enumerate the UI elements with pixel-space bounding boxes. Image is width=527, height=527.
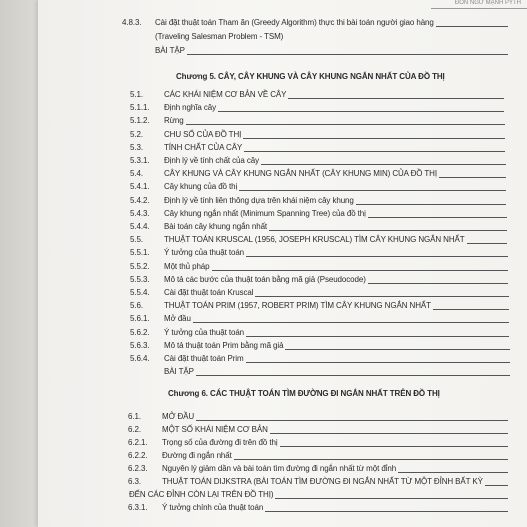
toc-entry-title: Cây khung ngắn nhất (Minimum Spanning Tree) của đồ thị xyxy=(164,208,366,218)
toc-entry-number: 5.5.3. xyxy=(130,274,150,284)
toc-entry-title: THUẬT TOÁN DIJKSTRA (BÀI TOÁN TÌM ĐƯỜNG ĐI NGẮN NHẤT TỪ MỘT ĐỈNH BẤT KỲ xyxy=(162,477,483,486)
toc-entry xyxy=(130,341,283,351)
toc-entry-title: BÀI TẬP xyxy=(164,367,194,377)
toc-leader-line xyxy=(234,459,508,460)
toc-entry-number: 6.3. xyxy=(128,477,141,486)
toc-entry xyxy=(128,477,483,487)
toc-leader-line xyxy=(269,230,507,231)
toc-entry xyxy=(122,46,185,56)
page-gutter-shadow xyxy=(0,0,38,527)
toc-entry-title: Mô tả các bước của thuật toán bằng mã giả (Pseudocode) xyxy=(164,274,366,284)
toc-entry xyxy=(130,116,184,126)
toc-leader-line xyxy=(187,54,508,55)
toc-entry xyxy=(130,262,210,272)
toc-entry-title: (Traveling Salesman Problem - TSM) xyxy=(155,32,284,41)
toc-entry-title: Một thủ pháp xyxy=(164,261,210,271)
toc-entry xyxy=(122,32,283,42)
toc-entry-title: Đường đi ngắn nhất xyxy=(162,451,232,460)
toc-entry-number: 5.1. xyxy=(130,90,143,99)
toc-entry-title: THUẬT TOÁN PRIM (1957, ROBERT PRIM) TÌM CÂY KHUNG NGẮN NHẤT xyxy=(164,301,431,311)
toc-entry xyxy=(130,90,286,100)
toc-entry xyxy=(128,503,263,513)
toc-entry-title: MỘT SỐ KHÁI NIỆM CƠ BẢN xyxy=(162,425,268,434)
toc-entry-number: 5.3. xyxy=(130,142,143,152)
toc-entry xyxy=(122,18,434,28)
toc-entry-title: CÂY KHUNG VÀ CÂY KHUNG NGẮN NHẤT (CÂY KHUNG MIN) CỦA ĐỒ THỊ xyxy=(164,169,437,179)
toc-entry xyxy=(130,275,366,285)
toc-entry-number: 5.4.2. xyxy=(130,195,150,205)
toc-entry xyxy=(130,196,354,206)
toc-entry-title: Rừng xyxy=(164,116,184,126)
toc-entry-title: Ý tưởng của thuật toán xyxy=(164,248,245,258)
toc-leader-line xyxy=(255,296,508,297)
toc-entry-number: 5.5.4. xyxy=(130,288,150,297)
toc-entry-title: Mở đầu xyxy=(164,314,191,324)
toc-entry xyxy=(130,182,237,192)
toc-entry xyxy=(130,301,431,311)
toc-leader-line xyxy=(239,190,506,191)
toc-entry-title: CÁC KHÁI NIỆM CƠ BẢN VỀ CÂY xyxy=(164,90,287,99)
toc-leader-line xyxy=(246,256,508,257)
toc-leader-line xyxy=(439,177,506,178)
toc-entry xyxy=(129,490,273,500)
toc-entry-title: Cài đặt thuật toán Kruscal xyxy=(164,288,254,297)
toc-entry-title: ĐẾN CÁC ĐỈNH CÒN LẠI TRÊN ĐỒ THỊ) xyxy=(129,490,274,499)
toc-entry xyxy=(130,169,437,179)
toc-entry-number: 6.1. xyxy=(128,412,141,421)
toc-leader-line xyxy=(265,511,508,512)
toc-entry xyxy=(130,103,216,113)
toc-entry-number: 5.4.3. xyxy=(130,208,150,218)
toc-entry xyxy=(130,222,267,232)
toc-entry xyxy=(130,248,244,258)
toc-entry-title: Nguyên lý giảm dần và bài toán tìm đường đi ngắn nhất từ một đỉnh xyxy=(162,464,397,473)
toc-entry xyxy=(128,451,232,461)
toc-entry-number: 5.1.1. xyxy=(130,103,150,113)
toc-entry-title: TÍNH CHẤT CỦA CÂY xyxy=(164,142,243,152)
toc-entry xyxy=(128,425,268,435)
toc-leader-line xyxy=(196,420,508,421)
toc-leader-line xyxy=(186,124,505,125)
toc-entry-number: 5.1.2. xyxy=(130,116,150,126)
toc-entry-title: Định lý về tính chất của cây xyxy=(164,156,260,165)
toc-entry xyxy=(128,412,194,422)
toc-entry-number: 4.8.3. xyxy=(122,18,142,27)
toc-leader-line xyxy=(244,151,505,152)
toc-entry-number: 6.2.3. xyxy=(128,464,148,473)
toc-entry-number: 6.2.1. xyxy=(128,438,148,447)
toc-entry-number: 6.2.2. xyxy=(128,451,148,460)
toc-leader-line xyxy=(243,138,505,139)
toc-entry-number: 6.2. xyxy=(128,425,141,434)
toc-entry-title: THUẬT TOÁN KRUSCAL (1956, JOSEPH KRUSCAL) TÌM CÂY KHUNG NGẮN NHẤT xyxy=(164,235,465,245)
toc-entry-title: Ý tưởng chính của thuật toán xyxy=(162,503,264,512)
running-header: ĐỒN NGỮ MẠNH PYTH xyxy=(431,0,527,9)
toc-leader-line xyxy=(218,111,504,112)
toc-leader-line xyxy=(368,283,508,284)
toc-leader-line xyxy=(288,98,504,99)
toc-leader-line xyxy=(193,322,509,323)
toc-entry-number: 5.6.4. xyxy=(130,354,150,363)
toc-entry-title: Mô tả thuật toán Prim bằng mã giả xyxy=(164,340,284,350)
toc-leader-line xyxy=(436,26,508,27)
toc-leader-line xyxy=(270,433,508,434)
toc-entry-title: Cài đặt thuật toán Tham ăn (Greedy Algorithm) thực thi bài toán người giao hàng xyxy=(155,18,434,27)
toc-leader-line xyxy=(467,243,508,244)
toc-entry xyxy=(130,235,465,245)
toc-entry-number: 5.6.3. xyxy=(130,340,150,350)
toc-leader-line xyxy=(261,164,505,165)
toc-entry xyxy=(130,209,366,219)
toc-entry xyxy=(128,438,278,448)
toc-entry xyxy=(130,156,259,166)
toc-entry-title: Cài đặt thuật toán Prim xyxy=(164,354,244,363)
toc-leader-line xyxy=(433,309,509,310)
toc-entry-number: 5.6.1. xyxy=(130,314,150,324)
toc-entry-number: 5.5.2. xyxy=(130,261,150,271)
chapter-heading: Chương 5. CÂY, CÂY KHUNG VÀ CÂY KHUNG NGẮN NHẤT CỦA ĐỒ THỊ xyxy=(176,72,445,81)
toc-entry xyxy=(130,143,242,153)
toc-entry-title: Trọng số của đường đi trên đồ thị xyxy=(162,438,278,447)
toc-entry xyxy=(130,367,194,377)
toc-leader-line xyxy=(280,446,508,447)
toc-entry-title: BÀI TẬP xyxy=(155,46,185,55)
toc-entry-number: 5.6.2. xyxy=(130,327,150,337)
chapter-heading: Chương 6. CÁC THUẬT TOÁN TÌM ĐƯỜNG ĐI NGẮN NHẤT TRÊN ĐỒ THỊ xyxy=(168,389,440,398)
toc-leader-line xyxy=(368,217,507,218)
toc-entry-number: 5.4. xyxy=(130,169,143,179)
toc-leader-line xyxy=(275,498,508,499)
toc-leader-line xyxy=(196,375,510,376)
toc-entry-number: 5.5.1. xyxy=(130,248,150,258)
toc-entry-title: CHU SỐ CỦA ĐỒ THỊ xyxy=(164,129,242,139)
toc-entry-number: 6.3.1. xyxy=(128,503,148,512)
toc-leader-line xyxy=(246,336,509,337)
toc-entry xyxy=(128,464,396,474)
toc-entry-number: 5.6. xyxy=(130,301,143,311)
toc-entry xyxy=(130,314,191,324)
toc-leader-line xyxy=(246,362,510,363)
toc-entry-number: 5.4.4. xyxy=(130,222,150,231)
toc-entry-number: 5.2. xyxy=(130,129,143,139)
toc-entry-title: Định lý về tính liên thông dựa trên khái niệm cây khung xyxy=(164,195,354,205)
book-page xyxy=(38,0,527,527)
toc-entry-title: MỞ ĐẦU xyxy=(162,412,195,421)
toc-entry xyxy=(130,288,253,298)
toc-leader-line xyxy=(212,270,508,271)
toc-entry xyxy=(130,354,244,364)
toc-entry-title: Bài toán cây khung ngắn nhất xyxy=(164,222,268,231)
toc-leader-line xyxy=(398,472,508,473)
toc-entry-title: Ý tưởng của thuật toán xyxy=(164,327,245,337)
toc-entry-title: Cây khung của đồ thị xyxy=(164,182,238,192)
toc-leader-line xyxy=(356,204,507,205)
toc-entry xyxy=(130,328,244,338)
toc-entry-number: 5.3.1. xyxy=(130,156,150,165)
toc-entry-number: 5.4.1. xyxy=(130,182,150,192)
toc-leader-line xyxy=(485,485,508,486)
toc-entry-title: Định nghĩa cây xyxy=(164,103,216,113)
toc-leader-line xyxy=(285,349,509,350)
toc-entry xyxy=(130,130,241,140)
toc-entry-number: 5.5. xyxy=(130,235,143,245)
